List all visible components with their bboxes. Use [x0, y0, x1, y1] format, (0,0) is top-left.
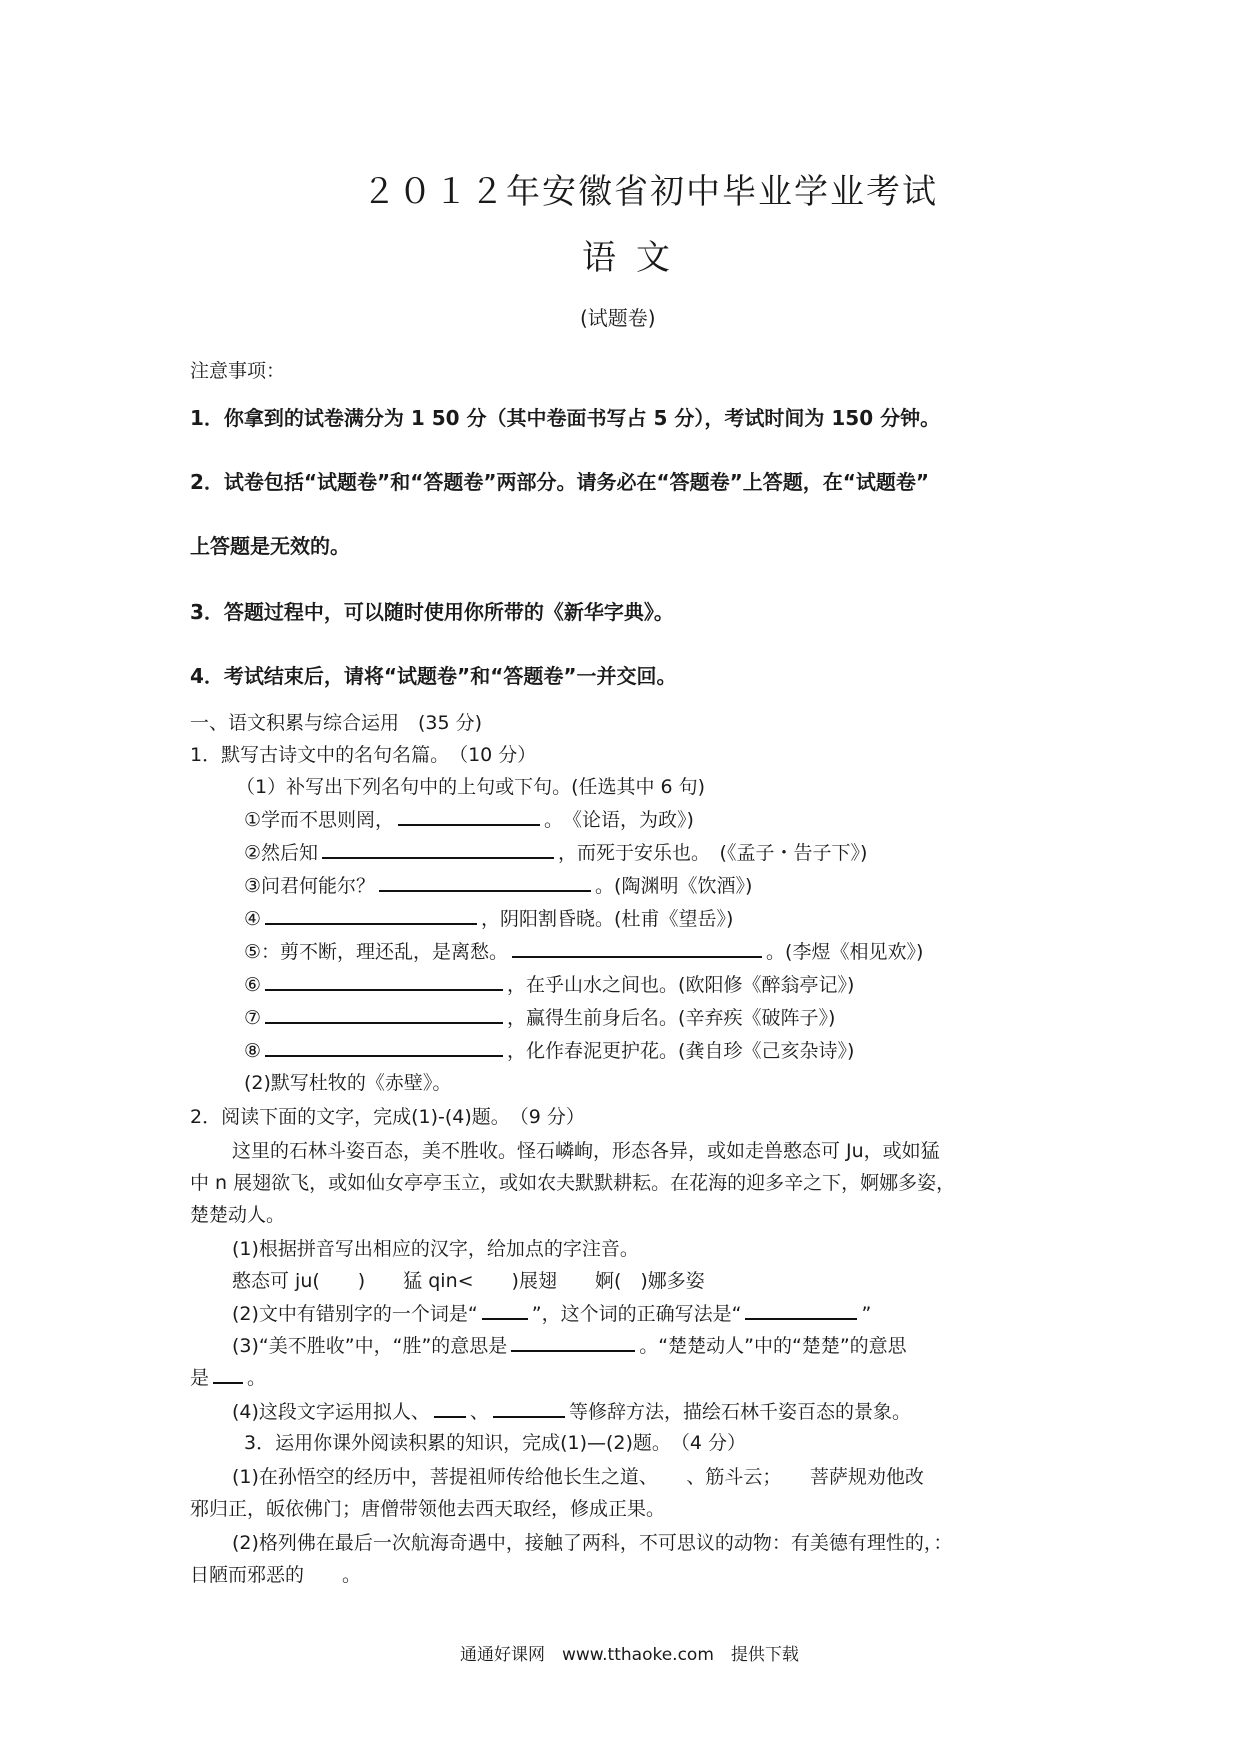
fill-line-7 — [244, 1002, 835, 1030]
passage-line-1: 这里的石林斗姿百态，美不胜收。怪石嶙峋，形态各异，或如走兽憨态可 Ju，或如猛 — [232, 1140, 940, 1162]
answer-blank[interactable] — [493, 1396, 565, 1418]
fill-line-5 — [244, 936, 923, 964]
question-text: 。 — [247, 1367, 267, 1389]
notice-item-2: 2．试卷包括“试题卷”和“答题卷”两部分。请务必在“答题卷”上答题，在“试题卷” — [190, 470, 930, 494]
answer-blank[interactable] — [322, 837, 554, 859]
fill-line-text: ⑦ — [244, 1007, 262, 1029]
footer-source: 通通好课网 www.tthaoke.com 提供下载 — [460, 1645, 799, 1665]
answer-blank[interactable] — [265, 969, 503, 991]
answer-blank[interactable] — [379, 870, 591, 892]
fill-line-text: ②然后知 — [244, 842, 319, 864]
question-3-part-1-cont: 邪归正，皈依佛门；唐僧带领他去西天取经，修成正果。 — [190, 1498, 666, 1520]
question-text: 是 — [190, 1367, 210, 1389]
question-3-stem: 3．运用你课外阅读积累的知识，完成(1)—(2)题。 （4 分） — [244, 1432, 747, 1454]
answer-blank[interactable] — [265, 903, 477, 925]
question-text: 、 — [469, 1401, 489, 1423]
answer-blank[interactable] — [511, 1330, 635, 1352]
fill-line-1 — [244, 804, 694, 832]
notice-item-2-cont: 上答题是无效的。 — [190, 534, 350, 558]
fill-line-2 — [244, 837, 867, 865]
question-2-part-2 — [232, 1298, 871, 1326]
question-3-part-1: (1)在孙悟空的经历中，菩提祖师传给他长生之道、 、筋斗云； 菩萨规劝他改 — [232, 1466, 924, 1488]
fill-line-text: ⑥ — [244, 974, 262, 996]
section-1-heading: 一、语文积累与综合运用 (35 分) — [190, 712, 483, 734]
fill-line-text: 。(李煜《相见欢》) — [766, 941, 924, 963]
answer-blank[interactable] — [265, 1035, 503, 1057]
answer-blank[interactable] — [512, 936, 762, 958]
fill-line-text: ，阴阳割昏晓。(杜甫《望岳》) — [481, 908, 734, 930]
question-text: 。“楚楚动人”中的“楚楚”的意思 — [639, 1335, 907, 1357]
fill-line-8 — [244, 1035, 854, 1063]
notice-item-1: 1．你拿到的试卷满分为 1 50 分（其中卷面书写占 5 分），考试时间为 150 分钟。 — [190, 406, 941, 430]
fill-line-text: ，在乎山水之间也。(欧阳修《醉翁亭记》) — [507, 974, 855, 996]
notice-item-4: 4．考试结束后，请将“试题卷”和“答题卷”一并交回。 — [190, 664, 677, 688]
notice-heading: 注意事项： — [190, 360, 286, 382]
exam-title: ２０１２年安徽省初中毕业学业考试 — [362, 172, 938, 212]
question-2-part-4 — [232, 1396, 911, 1424]
fill-line-text: ，化作春泥更护花。(龚自珍《己亥杂诗》) — [507, 1040, 855, 1062]
subject-title: 语文 — [582, 238, 690, 278]
fill-line-4 — [244, 903, 733, 931]
fill-line-text: ③问君何能尔？ — [244, 875, 376, 897]
question-2-part-3 — [232, 1330, 907, 1358]
question-text: ”，这个词的正确写法是“ — [531, 1303, 742, 1325]
question-text: (3)“美不胜收”中，“胜”的意思是 — [232, 1335, 508, 1357]
fill-line-text: ④ — [244, 908, 262, 930]
question-text: (2)文中有错别字的一个词是“ — [232, 1303, 478, 1325]
answer-blank[interactable] — [434, 1396, 466, 1418]
passage-line-2: 中 n 展翅欲飞，或如仙女亭亭玉立，或如农夫默默耕耘。在花海的迎多辛之下，婀娜多姿， — [190, 1172, 956, 1194]
question-text: (4)这段文字运用拟人、 — [232, 1401, 430, 1423]
fill-line-3 — [244, 870, 752, 898]
question-3-part-2-cont: 日陋而邪恶的 。 — [190, 1564, 362, 1586]
question-1-part-1: （1）补写出下列名句中的上句或下句。(任选其中 6 句) — [236, 776, 706, 798]
question-1-stem: 1．默写古诗文中的名句名篇。 （10 分） — [190, 744, 537, 766]
question-2-part-1: (1)根据拼音写出相应的汉字，给加点的字注音。 — [232, 1238, 639, 1260]
answer-blank[interactable] — [398, 804, 540, 826]
answer-blank[interactable] — [482, 1298, 528, 1320]
fill-line-text: ⑤：剪不断，理还乱，是离愁。 — [244, 941, 509, 963]
question-3-part-2: (2)格列佛在最后一次航海奇遇中，接触了两科，不可思议的动物：有美德有理性的，： — [232, 1532, 953, 1554]
fill-line-text: 。 《论语，为政》) — [544, 809, 694, 831]
question-2-part-1-items: 憨态可 ju( ) 猛 qin< )展翅 婀( )娜多姿 — [232, 1270, 705, 1292]
question-2-stem: 2．阅读下面的文字，完成(1)-(4)题。 （9 分） — [190, 1106, 585, 1128]
question-text: 等修辞方法，描绘石林千姿百态的景象。 — [568, 1401, 911, 1423]
question-text: ” — [861, 1303, 872, 1325]
answer-blank[interactable] — [265, 1002, 503, 1024]
answer-blank[interactable] — [213, 1362, 243, 1384]
fill-line-text: ，赢得生前身后名。(辛弃疾《破阵子》) — [507, 1007, 836, 1029]
fill-line-text: ①学而不思则罔， — [244, 809, 395, 831]
fill-line-text: ⑧ — [244, 1040, 262, 1062]
fill-line-6 — [244, 969, 854, 997]
fill-line-text: 。(陶渊明《饮酒》) — [595, 875, 753, 897]
answer-blank[interactable] — [745, 1298, 857, 1320]
passage-line-3: 楚楚动人。 — [190, 1204, 286, 1226]
fill-line-text: ，而死于安乐也。 (《孟子・告子下》) — [558, 842, 868, 864]
question-2-part-3-cont — [190, 1362, 266, 1390]
paper-type-label: (试题卷) — [580, 306, 656, 330]
question-1-part-2: (2)默写杜牧的《赤壁》。 — [244, 1072, 452, 1094]
notice-item-3: 3．答题过程中，可以随时使用你所带的《新华字典》。 — [190, 600, 674, 624]
